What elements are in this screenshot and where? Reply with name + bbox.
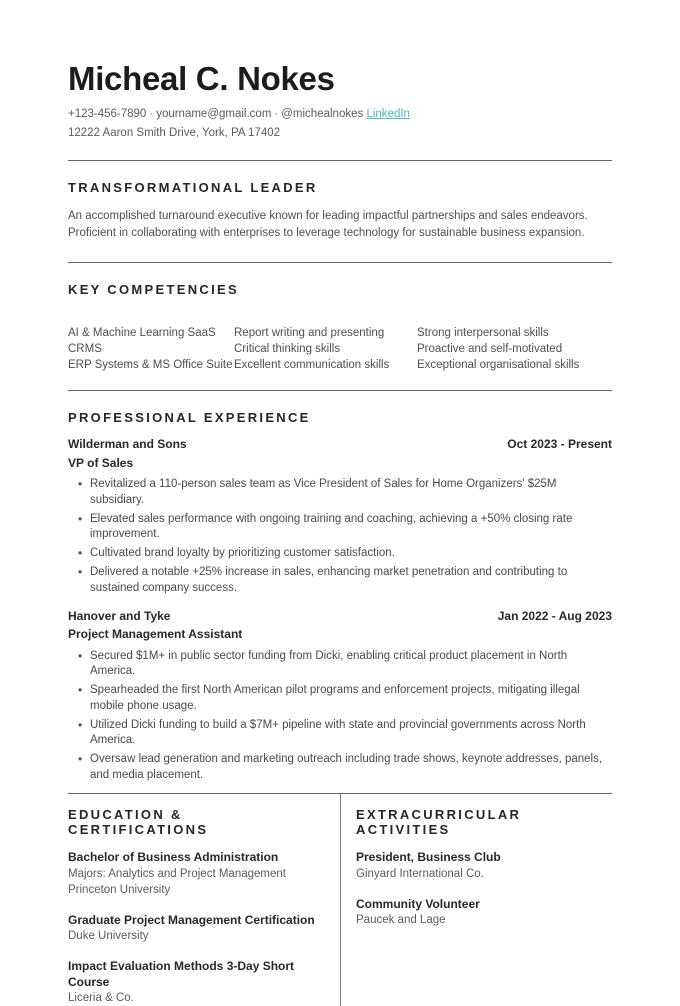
job-bullet: • Cultivated brand loyalty by prioritizing customer satisfaction. — [68, 546, 612, 562]
degree-title: Graduate Project Management Certification — [68, 912, 315, 927]
competency-item: ERP Systems & MS Office Suite — [68, 359, 233, 372]
job-bullet: • Elevated sales performance with ongoing training and coaching, achieving a +50% closing rate improvement. — [68, 512, 612, 543]
degree-institution: Duke University — [68, 929, 149, 942]
education-entry — [68, 912, 324, 944]
job-company: Hanover and Tyke — [68, 608, 171, 623]
competency-item: AI & Machine Learning SaaS — [68, 326, 216, 339]
job-bullet-list — [68, 477, 612, 596]
degree-institution: Princeton University — [68, 883, 171, 896]
extracurricular-heading: EXTRACURRICULAR ACTIVITIES — [356, 807, 522, 838]
job-header — [68, 609, 612, 625]
education-heading: EDUCATION & CERTIFICATIONS — [68, 807, 209, 838]
social-handle: @michealnokes — [281, 107, 364, 120]
job-bullet: • Spearheaded the first North American pilot programs and enforcement projects, mitigating illegal mobile phone usage. — [68, 683, 612, 714]
experience-section — [68, 410, 612, 783]
resume-header — [68, 60, 612, 141]
competency-item: Excellent communication skills — [234, 359, 390, 372]
activity-title: President, Business Club — [356, 850, 501, 865]
degree-detail: Majors: Analytics and Project Management — [68, 867, 286, 880]
job-entry — [68, 609, 612, 784]
job-bullet: • Delivered a notable +25% increase in sales, enhancing market penetration and contributing to sustained company success. — [68, 565, 612, 596]
summary-text: An accomplished turnaround executive known for leading impactful partnerships and sales endeavors. Proficient in collaborating with enterprises to leverage technology for sustainable business expansion. — [68, 210, 588, 239]
job-header — [68, 437, 612, 453]
competencies-section — [68, 282, 612, 373]
job-bullet: • Secured $1M+ in public sector funding from Dicki, enabling critical product placement in North America. — [68, 649, 612, 680]
extracurricular-section — [340, 794, 612, 1006]
postal-address: 12222 Aaron Smith Drive, York, PA 17402 — [68, 126, 281, 139]
section-divider — [68, 160, 612, 161]
contact-separator: · — [274, 107, 279, 120]
contact-separator: · — [149, 107, 154, 120]
competency-item: Proactive and self-motivated — [417, 343, 563, 356]
degree-institution: Liceria & Co. — [68, 992, 134, 1005]
person-name: Micheal C. Nokes — [68, 60, 335, 97]
education-section — [68, 794, 340, 1006]
activity-entry — [356, 849, 612, 881]
email-address: yourname@gmail.com — [156, 107, 272, 120]
bottom-columns — [68, 794, 612, 1006]
job-bullet: • Utilized Dicki funding to build a $7M+ pipeline with state and provincial governments across North America. — [68, 718, 612, 749]
contact-line — [68, 106, 612, 123]
phone-number: +123-456-7890 — [68, 107, 147, 120]
degree-title: Bachelor of Business Administration — [68, 850, 279, 865]
competency-item: Report writing and presenting — [234, 326, 385, 339]
competency-item: CRMS — [68, 343, 102, 356]
competency-column — [68, 325, 234, 373]
competencies-grid — [68, 325, 612, 373]
competency-item: Critical thinking skills — [234, 343, 341, 356]
linkedin-link[interactable]: LinkedIn — [366, 107, 410, 120]
job-company: Wilderman and Sons — [68, 437, 187, 452]
job-dates: Jan 2022 - Aug 2023 — [497, 608, 612, 623]
job-title: Project Management Assistant — [68, 627, 243, 642]
activity-title: Community Volunteer — [356, 896, 480, 911]
section-divider — [68, 390, 612, 391]
section-divider — [68, 262, 612, 263]
degree-title: Impact Evaluation Methods 3-Day Short Course — [68, 958, 295, 990]
competency-column — [417, 325, 612, 373]
job-bullet: • Oversaw lead generation and marketing outreach including trade shows, keynote addresses, panels, and media placement. — [68, 752, 612, 783]
competencies-heading: KEY COMPETENCIES — [68, 281, 239, 297]
job-dates: Oct 2023 - Present — [507, 437, 612, 452]
job-entry — [68, 437, 612, 596]
summary-section — [68, 180, 612, 241]
experience-heading: PROFESSIONAL EXPERIENCE — [68, 410, 311, 426]
activity-organization: Paucek and Lage — [356, 913, 446, 926]
job-bullet: • Revitalized a 110-person sales team as Vice President of Sales for Home Organizers' $25M subsidiary. — [68, 477, 612, 508]
competency-column — [234, 325, 417, 373]
competency-item: Exceptional organisational skills — [417, 359, 580, 372]
activity-organization: Ginyard International Co. — [356, 867, 484, 880]
competency-item: Strong interpersonal skills — [417, 326, 549, 339]
activity-entry — [356, 896, 612, 928]
summary-heading: TRANSFORMATIONAL LEADER — [68, 180, 318, 196]
education-entry — [68, 958, 324, 1006]
education-entry — [68, 849, 324, 897]
job-title: VP of Sales — [68, 455, 134, 470]
job-bullet-list — [68, 649, 612, 784]
